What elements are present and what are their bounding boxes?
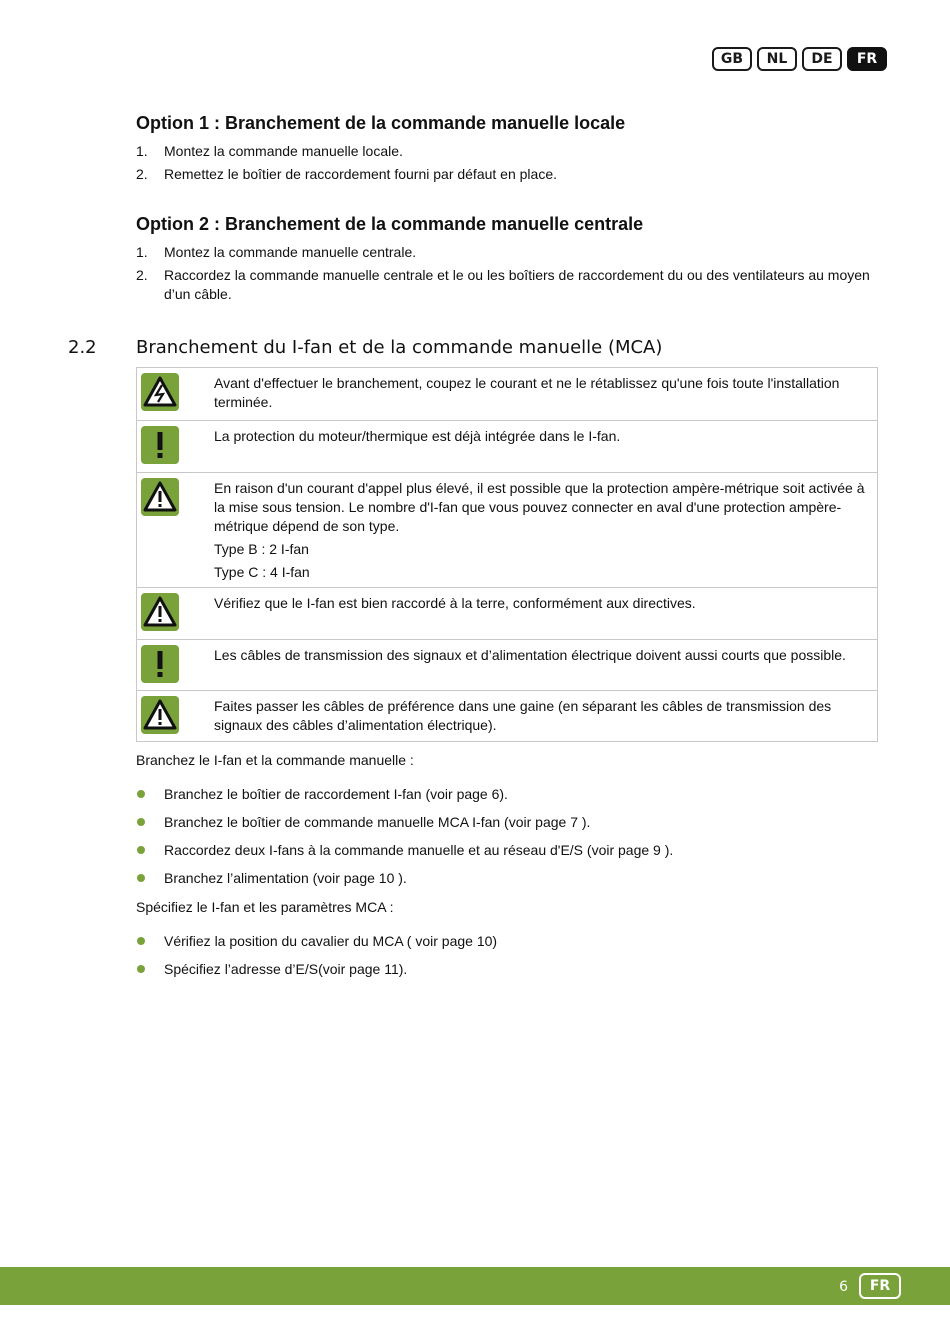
bullet-icon	[137, 790, 145, 798]
exclamation-icon	[141, 645, 179, 683]
step-text: Raccordez la commande manuelle centrale et le ou les boîtiers de raccordement du ou des ventilateurs au moyen d’un câble.	[164, 267, 870, 302]
list-item	[136, 869, 673, 897]
footer-language-badge: FR	[859, 1273, 901, 1299]
warning-row	[137, 639, 877, 690]
option2-steps	[136, 243, 878, 308]
lang-tab-fr[interactable]: FR	[847, 47, 887, 71]
section-title: Branchement du I-fan et de la commande manuelle (MCA)	[136, 337, 663, 358]
warning-triangle-icon	[141, 593, 179, 631]
bullet-icon	[137, 874, 145, 882]
option1-title: Option 1 : Branchement de la commande manuelle locale	[136, 113, 626, 133]
warnings-table	[136, 367, 878, 742]
section-number: 2.2	[68, 337, 97, 358]
lang-tab-gb[interactable]: GB	[712, 47, 752, 71]
lang-tab-nl[interactable]: NL	[757, 47, 797, 71]
specify-intro: Spécifiez le I-fan et les paramètres MCA :	[136, 899, 394, 915]
warning-text: Vérifiez que le I-fan est bien raccordé à la terre, conformément aux directives.	[214, 595, 696, 611]
list-item	[136, 960, 497, 988]
step-number: 1.	[136, 244, 148, 260]
warning-text: En raison d'un courant d'appel plus élevé, il est possible que la protection ampère-métrique soit activée à la mise sous tension. Le nombre d'I-fan que vous pouvez connecter en aval d'une protection ampère-métrique dépend de son type.	[214, 480, 865, 534]
bullet-icon	[137, 818, 145, 826]
step-number: 1.	[136, 143, 148, 159]
warning-text: Type B : 2 I-fan	[214, 541, 309, 557]
list-item	[136, 266, 878, 304]
list-item	[136, 932, 497, 960]
page-number: 6	[839, 1279, 848, 1295]
warning-text: Type C : 4 I-fan	[214, 564, 310, 580]
step-text: Montez la commande manuelle locale.	[164, 143, 403, 159]
connect-intro: Branchez le I-fan et la commande manuelle :	[136, 752, 414, 768]
list-item-text: Vérifiez la position du cavalier du MCA ( voir page 10)	[164, 933, 498, 949]
option2-title: Option 2 : Branchement de la commande manuelle centrale	[136, 214, 644, 234]
connect-list	[136, 785, 673, 897]
step-number: 2.	[136, 267, 148, 283]
list-item-text: Raccordez deux I-fans à la commande manuelle et au réseau d'E/S (voir page 9 ).	[164, 842, 674, 858]
warning-triangle-icon	[141, 478, 179, 516]
specify-list	[136, 932, 497, 988]
list-item	[136, 813, 673, 841]
warning-text: Les câbles de transmission des signaux et d’alimentation électrique doivent aussi courts que possible.	[214, 647, 846, 663]
warning-text: La protection du moteur/thermique est déjà intégrée dans le I-fan.	[214, 428, 621, 444]
step-text: Montez la commande manuelle centrale.	[164, 244, 417, 260]
warning-row	[137, 472, 877, 587]
exclamation-icon	[141, 426, 179, 464]
warning-triangle-icon	[141, 696, 179, 734]
warning-text: Faites passer les câbles de préférence dans une gaine (en séparant les câbles de transmission des signaux des câbles d’alimentation électrique).	[214, 698, 832, 733]
list-item	[136, 841, 673, 869]
option1-steps	[136, 142, 878, 188]
step-text: Remettez le boîtier de raccordement fourni par défaut en place.	[164, 166, 557, 182]
list-item-text: Branchez le boîtier de commande manuelle MCA I-fan (voir page 7 ).	[164, 814, 591, 830]
warning-row	[137, 420, 877, 472]
bullet-icon	[137, 846, 145, 854]
list-item-text: Spécifiez l’adresse d’E/S(voir page 11).	[164, 961, 408, 977]
bullet-icon	[137, 937, 145, 945]
list-item-text: Branchez l’alimentation (voir page 10 ).	[164, 870, 407, 886]
warning-row	[137, 587, 877, 639]
electric-hazard-icon	[141, 373, 179, 411]
bullet-icon	[137, 965, 145, 973]
language-tabs	[712, 47, 887, 71]
lang-tab-de[interactable]: DE	[802, 47, 842, 71]
list-item	[136, 165, 878, 184]
warning-row	[137, 368, 877, 420]
warning-row	[137, 690, 877, 741]
list-item	[136, 785, 673, 813]
step-number: 2.	[136, 166, 148, 182]
list-item	[136, 142, 878, 161]
warning-text: Avant d'effectuer le branchement, coupez le courant et ne le rétablissez qu'une fois toute l'installation terminée.	[214, 375, 840, 410]
list-item	[136, 243, 878, 262]
list-item-text: Branchez le boîtier de raccordement I-fan (voir page 6).	[164, 786, 508, 802]
footer-bar	[0, 1267, 950, 1305]
